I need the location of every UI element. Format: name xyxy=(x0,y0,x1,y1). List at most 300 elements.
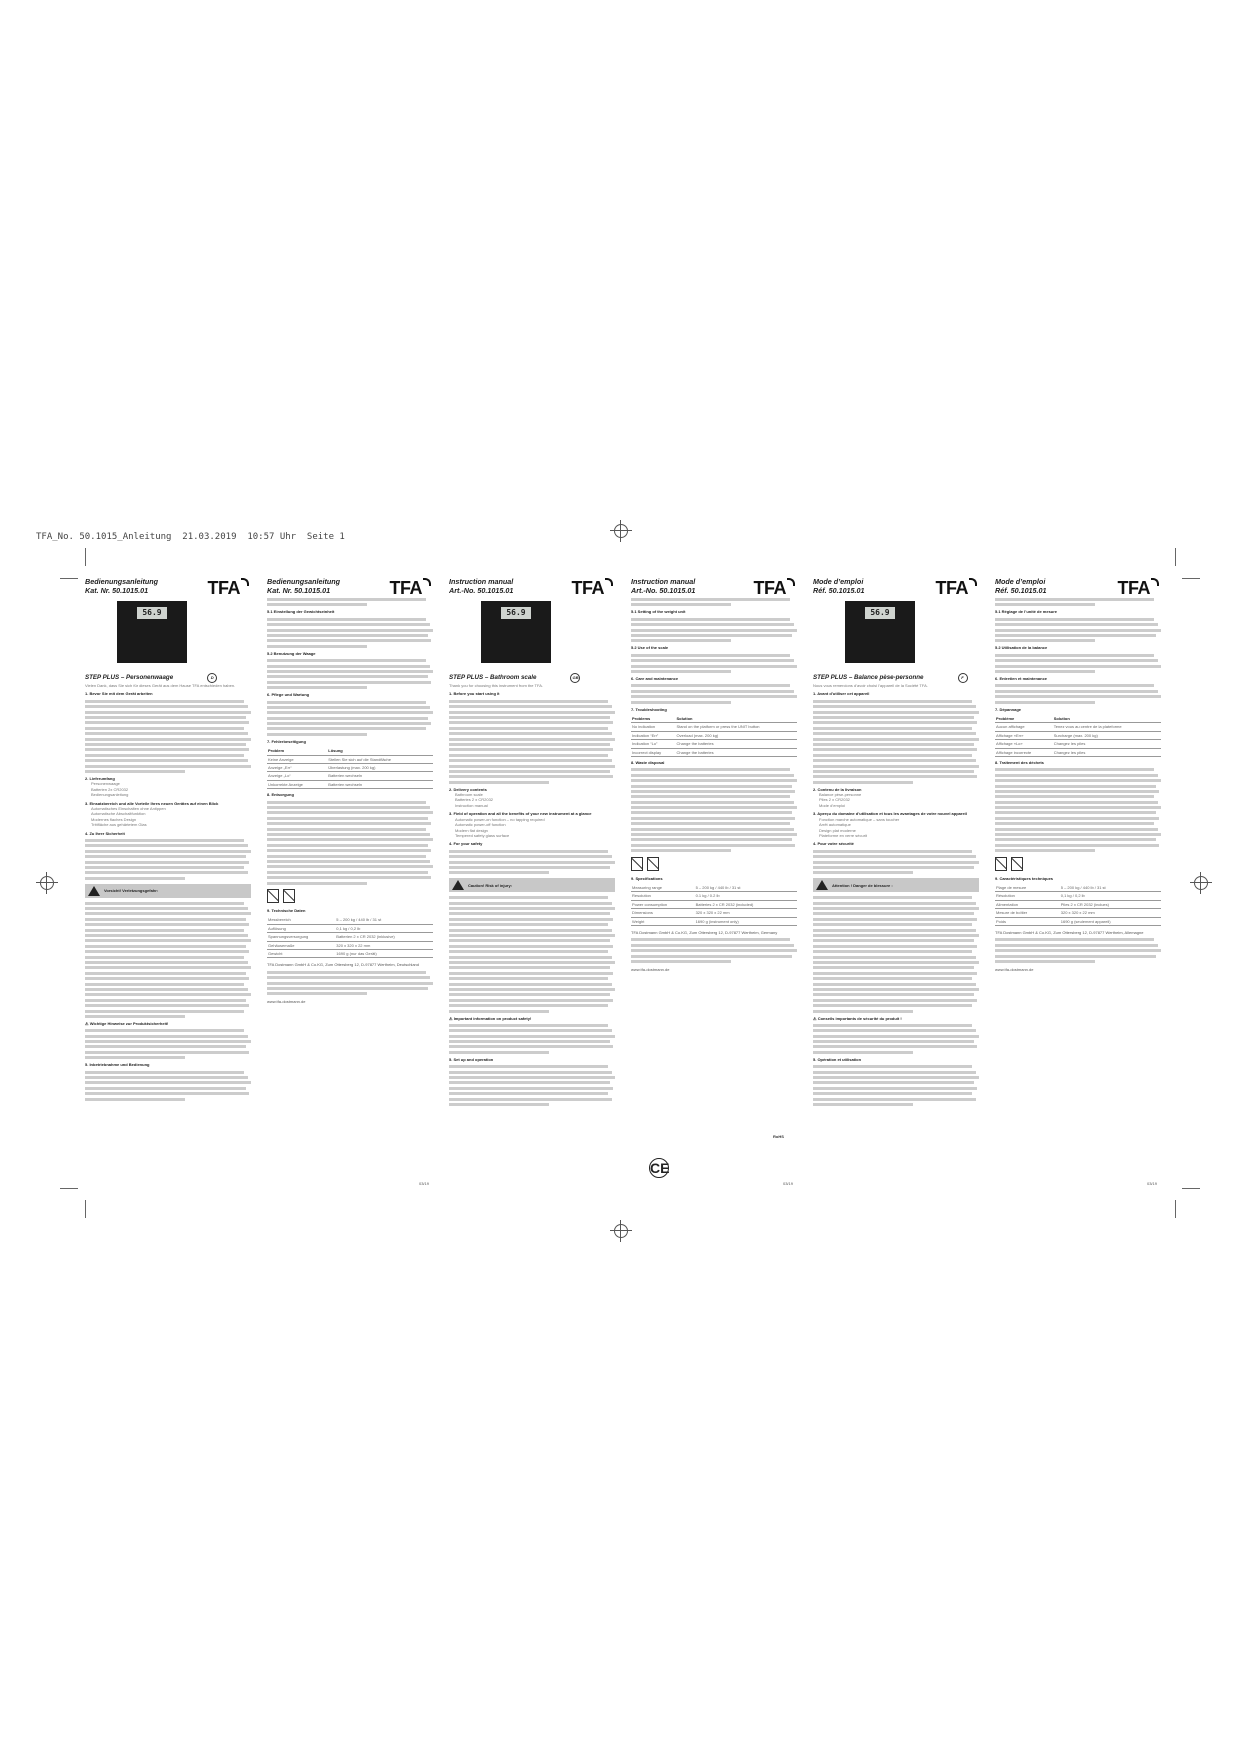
table-row xyxy=(631,892,797,900)
table-cell: Changez les piles xyxy=(1053,740,1161,748)
text-line xyxy=(813,929,976,932)
text-line xyxy=(631,603,731,606)
text-line xyxy=(449,743,610,746)
registration-mark-bottom xyxy=(610,1220,632,1242)
text-line xyxy=(267,665,430,668)
product-heading: STEP PLUS – Personenwaage D xyxy=(85,673,251,683)
text-line xyxy=(631,618,790,621)
text-line xyxy=(631,811,792,814)
text-line xyxy=(85,977,249,980)
text-line xyxy=(85,1092,249,1095)
text-line xyxy=(449,716,610,719)
table-cell: 320 x 320 x 22 mm xyxy=(335,941,433,949)
text-line xyxy=(813,727,972,730)
print-slug: TFA_No. 50.1015_Anleitung 21.03.2019 10:57 Uhr Seite 1 xyxy=(36,532,345,542)
bullet-item: • Automatic power-off function xyxy=(455,822,615,827)
body-text-lines xyxy=(85,839,251,880)
text-line xyxy=(449,1076,615,1079)
table-cell: No indication xyxy=(631,723,675,731)
table-cell: Batterien wechseln xyxy=(327,772,433,780)
text-line xyxy=(449,738,615,741)
text-line xyxy=(813,983,976,986)
page-number: 03/19 xyxy=(418,1180,429,1186)
logo-wave-icon xyxy=(1151,578,1159,586)
product-heading: STEP PLUS – Balance pèse-personne F xyxy=(813,673,979,683)
text-line xyxy=(813,1051,913,1054)
text-line xyxy=(995,844,1159,847)
logo-wave-icon xyxy=(423,578,431,586)
text-line xyxy=(813,1035,979,1038)
table-row xyxy=(995,892,1161,900)
text-line xyxy=(267,976,430,979)
ce-mark: CE xyxy=(650,1160,670,1176)
crossed-bin-icon xyxy=(283,889,295,903)
table-cell: Tenez vous au centre de la plateforme xyxy=(1053,723,1161,731)
tfa-logo: TFA xyxy=(1118,578,1160,599)
text-line xyxy=(813,1103,913,1106)
text-line xyxy=(813,934,979,937)
text-line xyxy=(85,839,244,842)
text-line xyxy=(995,603,1095,606)
text-line xyxy=(449,1092,608,1095)
text-line xyxy=(85,988,248,991)
text-line xyxy=(449,1010,549,1013)
section-heading: 5.1 Einstellung der Gewichtseinheit xyxy=(267,609,335,615)
table-cell: Batterien wechseln xyxy=(327,780,433,788)
section-heading: 6. Care and maintenance xyxy=(631,675,679,681)
bullet-list xyxy=(813,817,979,839)
text-line xyxy=(267,817,428,820)
manual-column xyxy=(631,578,797,1188)
table-cell: 320 x 320 x 22 mm xyxy=(695,909,797,917)
section-heading: 3. Field of operation and all the benefits of your new instrument at a glance xyxy=(449,811,592,817)
table-header: Problems xyxy=(631,715,675,723)
text-line xyxy=(85,743,246,746)
text-line xyxy=(449,918,613,921)
tfa-logo: TFA xyxy=(754,578,796,599)
text-line xyxy=(85,765,251,768)
body-text-lines xyxy=(85,1029,251,1059)
text-line xyxy=(631,960,731,963)
text-line xyxy=(631,690,794,693)
table-cell: Change the batteries xyxy=(675,740,797,748)
trim-mark xyxy=(60,1188,78,1189)
text-line xyxy=(449,1103,549,1106)
table-row xyxy=(267,755,433,763)
bullet-item: • Batterien 2x CR2032 xyxy=(91,787,251,792)
text-line xyxy=(267,634,428,637)
text-line xyxy=(449,754,608,757)
trim-mark xyxy=(85,548,86,566)
text-line xyxy=(631,828,794,831)
text-line xyxy=(631,695,797,698)
language-badge: F xyxy=(958,673,968,683)
table-cell: Affichage incorrecte xyxy=(995,748,1053,756)
table-cell: Power consumption xyxy=(631,900,695,908)
trim-mark xyxy=(1175,1200,1176,1218)
body-text-lines xyxy=(631,654,797,673)
disposal-icons xyxy=(631,855,797,873)
table-row xyxy=(995,731,1161,739)
text-line xyxy=(813,759,976,762)
text-line xyxy=(449,721,613,724)
table-cell: Resolution xyxy=(631,892,695,900)
table-row xyxy=(267,941,433,949)
text-line xyxy=(449,912,610,915)
text-line xyxy=(85,866,244,869)
text-line xyxy=(813,923,972,926)
text-line xyxy=(449,850,608,853)
text-line xyxy=(267,982,433,985)
troubleshooting-table xyxy=(631,715,797,757)
section-heading: 1. Before you start using it xyxy=(449,691,500,697)
website-url: www.tfa-dostmann.de xyxy=(267,999,306,1005)
section-heading: 7. Troubleshooting xyxy=(631,706,667,712)
scale-product-image xyxy=(845,601,915,663)
section-heading: 8. Traitement des déchets xyxy=(995,759,1044,765)
bullet-item: • Design plat moderne xyxy=(819,828,979,833)
table-cell: 5 – 200 kg / 440 lb / 31 st xyxy=(695,884,797,892)
table-cell: Gehäusemaße xyxy=(267,941,335,949)
body-text-lines xyxy=(631,938,797,963)
article-number: Art.-No. 50.1015.01 xyxy=(631,585,696,595)
text-line xyxy=(995,779,1161,782)
text-line xyxy=(449,855,612,858)
text-line xyxy=(449,1029,612,1032)
text-line xyxy=(267,645,367,648)
section-heading: 2. Contenu de la livraison xyxy=(813,786,862,792)
text-line xyxy=(267,629,433,632)
table-cell: 1690 g (nur das Gerät) xyxy=(335,949,433,957)
table-row xyxy=(631,740,797,748)
text-line xyxy=(631,801,794,804)
crossed-bin-icon xyxy=(995,857,1007,871)
text-line xyxy=(449,896,608,899)
text-line xyxy=(267,833,430,836)
body-text-lines xyxy=(449,1024,615,1054)
text-line xyxy=(813,912,974,915)
table-row xyxy=(995,748,1161,756)
text-line xyxy=(449,988,615,991)
text-line xyxy=(85,966,251,969)
table-row xyxy=(267,949,433,957)
text-line xyxy=(813,850,972,853)
table-row xyxy=(267,764,433,772)
text-line xyxy=(85,754,244,757)
text-line xyxy=(85,1087,246,1090)
text-line xyxy=(449,775,613,778)
body-text-lines xyxy=(449,1065,615,1106)
table-header: Problem xyxy=(267,747,327,755)
text-line xyxy=(85,1029,244,1032)
text-line xyxy=(85,1098,185,1101)
bullet-item: • Instruction manual xyxy=(455,803,615,808)
disposal-icons xyxy=(995,855,1161,873)
text-line xyxy=(267,717,428,720)
text-line xyxy=(85,923,249,926)
text-line xyxy=(85,861,249,864)
body-text-lines xyxy=(267,598,433,606)
text-line xyxy=(449,759,612,762)
text-line xyxy=(813,871,913,874)
table-row xyxy=(995,723,1161,731)
text-line xyxy=(995,695,1161,698)
text-line xyxy=(995,806,1161,809)
warning-triangle-icon xyxy=(88,886,100,896)
bullet-item: • Personenwaage xyxy=(91,781,251,786)
text-line xyxy=(267,865,433,868)
text-line xyxy=(995,684,1154,687)
text-line xyxy=(85,1056,185,1059)
text-line xyxy=(631,629,797,632)
text-line xyxy=(85,1040,251,1043)
table-row xyxy=(995,884,1161,892)
body-text-lines xyxy=(995,598,1161,606)
tfa-logo: TFA xyxy=(936,578,978,599)
bullet-item: • Plateforme en verre sécurit xyxy=(819,833,979,838)
text-line xyxy=(631,790,795,793)
text-line xyxy=(267,822,431,825)
table-cell: 5 – 200 kg / 440 lb / 31 st xyxy=(1060,884,1161,892)
column-title: Mode d’emploi xyxy=(813,578,864,586)
table-cell: Affichage «Lo» xyxy=(995,740,1053,748)
text-line xyxy=(85,1081,251,1084)
text-line xyxy=(267,971,426,974)
body-text-lines xyxy=(813,700,979,784)
bullet-item: • Fonction marche automatique – sans toucher xyxy=(819,817,979,822)
text-line xyxy=(85,956,244,959)
text-line xyxy=(631,833,797,836)
section-heading: 1. Bevor Sie mit dem Gerät arbeiten xyxy=(85,691,153,697)
bullet-list xyxy=(85,781,251,797)
column-title: Bedienungsanleitung xyxy=(85,578,159,586)
text-line xyxy=(449,950,608,953)
warning-heading xyxy=(449,1016,615,1021)
text-line xyxy=(813,721,977,724)
article-number: Kat. Nr. 50.1015.01 xyxy=(85,585,149,595)
text-line xyxy=(449,983,612,986)
table-cell: Overload (max. 200 kg) xyxy=(675,731,797,739)
text-line xyxy=(267,681,431,684)
text-line xyxy=(85,993,251,996)
table-row xyxy=(267,916,433,924)
text-line xyxy=(631,938,790,941)
table-cell: 0,1 kg / 0,2 lb xyxy=(1060,892,1161,900)
body-text-lines xyxy=(995,684,1161,703)
text-line xyxy=(631,949,797,952)
text-line xyxy=(631,670,731,673)
text-line xyxy=(267,855,426,858)
table-cell: Stand on the platform or press the UNIT button xyxy=(675,723,797,731)
text-line xyxy=(85,1015,185,1018)
text-line xyxy=(85,727,244,730)
manual-sheet xyxy=(85,578,1175,1188)
text-line xyxy=(85,844,248,847)
section-heading: 4. For your safety xyxy=(449,841,483,847)
text-line xyxy=(813,966,974,969)
warning-heading xyxy=(813,1016,979,1021)
section-heading: 3. Einsatzbereich und alle Vorteile Ihres neuen Gerätes auf einen Blick xyxy=(85,800,219,806)
section-heading: 5.2 Use of the scale xyxy=(631,645,669,651)
text-line xyxy=(449,1081,610,1084)
text-line xyxy=(813,861,979,864)
body-text-lines xyxy=(995,938,1161,963)
text-line xyxy=(85,748,249,751)
text-line xyxy=(449,748,613,751)
text-line xyxy=(449,866,610,869)
warning-box xyxy=(813,878,979,892)
table-cell: Changez les piles xyxy=(1053,748,1161,756)
text-line xyxy=(995,634,1156,637)
table-cell: Alimentation xyxy=(995,900,1060,908)
tfa-logo: TFA xyxy=(390,578,432,599)
table-cell: Change the batteries xyxy=(675,748,797,756)
text-line xyxy=(267,675,428,678)
text-line xyxy=(995,955,1156,958)
body-text-lines xyxy=(85,700,251,773)
product-heading: STEP PLUS – Bathroom scale GB xyxy=(449,674,579,681)
table-row xyxy=(267,933,433,941)
text-line xyxy=(85,999,246,1002)
intro-text: Thank you for choosing this instrument from the TFA. xyxy=(449,683,543,688)
text-line xyxy=(267,733,367,736)
text-line xyxy=(995,795,1154,798)
table-cell: 0,1 kg / 0,2 lb xyxy=(335,924,433,932)
text-line xyxy=(995,774,1158,777)
article-number: Kat. Nr. 50.1015.01 xyxy=(267,585,331,595)
text-line xyxy=(449,972,613,975)
text-line xyxy=(267,811,433,814)
text-line xyxy=(813,907,979,910)
text-line xyxy=(813,961,979,964)
table-row xyxy=(995,909,1161,917)
manual-column xyxy=(449,578,615,1188)
tfa-logo: TFA xyxy=(208,578,250,599)
text-line xyxy=(813,716,974,719)
manual-column xyxy=(813,578,979,1188)
section-heading: 8. Waste disposal xyxy=(631,759,665,765)
text-line xyxy=(267,727,426,730)
text-line xyxy=(813,1029,976,1032)
text-line xyxy=(813,781,913,784)
text-line xyxy=(267,618,426,621)
bullet-item: • Automatic power-on function – no tapping required xyxy=(455,817,615,822)
table-cell: Surcharge (max. 200 kg) xyxy=(1053,731,1161,739)
text-line xyxy=(631,634,792,637)
text-line xyxy=(631,654,790,657)
text-line xyxy=(85,907,248,910)
table-cell: Indication “Err” xyxy=(631,731,675,739)
text-line xyxy=(449,1035,615,1038)
text-line xyxy=(85,939,251,942)
warning-text: Vorsicht! Verletzungsgefahr: xyxy=(104,887,159,893)
text-line xyxy=(813,1081,974,1084)
text-line xyxy=(995,690,1158,693)
section-heading: 6. Pflege und Wartung xyxy=(267,692,310,698)
text-line xyxy=(85,983,244,986)
table-cell: Gewicht xyxy=(267,949,335,957)
text-line xyxy=(267,603,367,606)
text-line xyxy=(449,961,615,964)
text-line xyxy=(995,701,1095,704)
text-line xyxy=(813,1045,977,1048)
section-heading: 4. Pour votre sécurité xyxy=(813,841,854,847)
text-line xyxy=(85,934,248,937)
section-heading: 3. Aperçu du domaine d’utilisation et tous les avantages de votre nouvel appareil xyxy=(813,811,967,817)
text-line xyxy=(449,871,549,874)
table-cell: Stellen Sie sich auf die Standfläche xyxy=(327,755,433,763)
text-line xyxy=(995,960,1095,963)
table-row xyxy=(631,731,797,739)
text-line xyxy=(995,639,1095,642)
logo-wave-icon xyxy=(969,578,977,586)
table-header: Problème xyxy=(995,715,1053,723)
table-cell: Batterien 2 x CR 2032 (inklusive) xyxy=(335,933,433,941)
language-badge: D xyxy=(207,673,217,683)
table-row xyxy=(631,884,797,892)
bullet-item: • Modernes flaches Design xyxy=(91,817,251,822)
bullet-item: • Balance pèse-personne xyxy=(819,792,979,797)
text-line xyxy=(85,738,251,741)
text-line xyxy=(267,838,433,841)
section-heading: 2. Delivery contents xyxy=(449,786,487,792)
table-cell: Aucun affichage xyxy=(995,723,1053,731)
text-line xyxy=(995,838,1156,841)
text-line xyxy=(267,670,433,673)
text-line xyxy=(813,732,976,735)
text-line xyxy=(267,722,431,725)
text-line xyxy=(85,721,249,724)
text-line xyxy=(449,977,608,980)
text-line xyxy=(813,743,974,746)
text-line xyxy=(449,939,610,942)
warning-heading xyxy=(85,1021,251,1026)
table-header: Solution xyxy=(675,715,797,723)
bullet-list xyxy=(813,792,979,808)
text-line xyxy=(813,738,979,741)
bullet-item: • Piles 2 x CR2032 xyxy=(819,797,979,802)
text-line xyxy=(85,1010,244,1013)
text-line xyxy=(449,993,610,996)
text-line xyxy=(995,790,1159,793)
body-text-lines xyxy=(631,768,797,852)
text-line xyxy=(85,770,185,773)
table-cell: Anzeige „Lo“ xyxy=(267,772,327,780)
text-line xyxy=(85,700,244,703)
text-line xyxy=(631,701,731,704)
text-line xyxy=(267,623,430,626)
table-cell: 1690 g (seulement appareil) xyxy=(1060,917,1161,925)
table-row xyxy=(267,924,433,932)
text-line xyxy=(449,902,612,905)
text-line xyxy=(267,992,367,995)
article-number: Réf. 50.1015.01 xyxy=(995,585,1047,595)
section-heading: 5. Set up and operation xyxy=(449,1056,494,1062)
text-line xyxy=(267,639,431,642)
text-line xyxy=(267,876,431,879)
text-line xyxy=(813,711,979,714)
text-line xyxy=(995,949,1161,952)
text-line xyxy=(85,1071,244,1074)
text-line xyxy=(813,705,976,708)
text-line xyxy=(631,944,794,947)
text-line xyxy=(995,629,1161,632)
text-line xyxy=(813,1098,976,1101)
page-number: 03/19 xyxy=(1146,1180,1157,1186)
body-text-lines xyxy=(449,700,615,784)
text-line xyxy=(995,828,1158,831)
text-line xyxy=(995,801,1158,804)
